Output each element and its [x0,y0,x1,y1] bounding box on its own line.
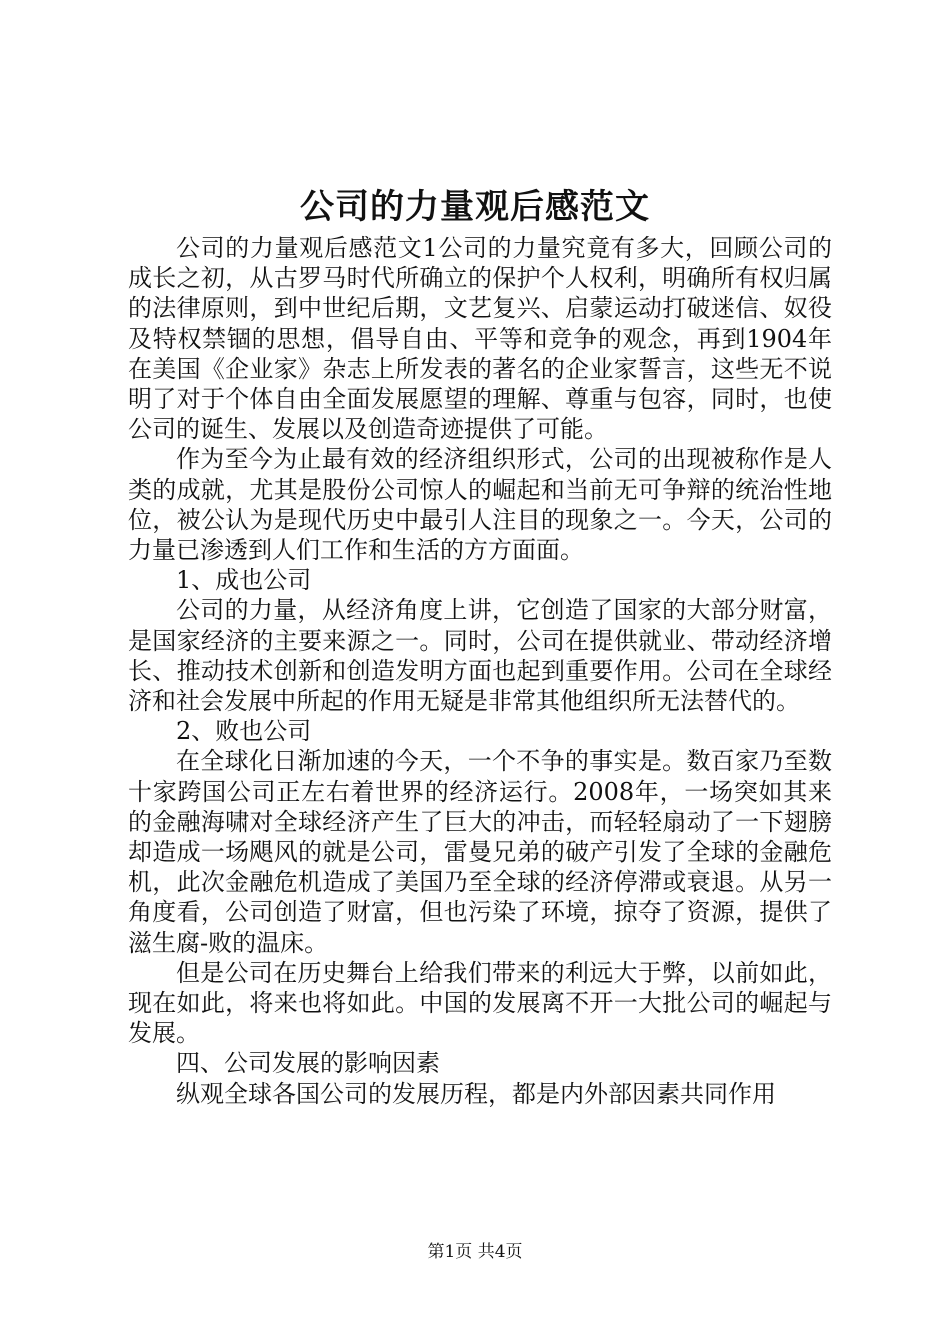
section-heading-success: 1、成也公司 [176,566,312,595]
paragraph-economic-form: 作为至今为止最有效的经济组织形式，公司的出现被称作是人类的成就，尤其是股份公司惊人的崛起和当前无可争辩的统治性地位，被公认为是现代历史中最引人注目的现象之一。今天，公司的力量已渗透到人们工作和生活的方方面面。 [128,445,832,565]
paragraph-success: 公司的力量，从经济角度上讲，它创造了国家的大部分财富，是国家经济的主要来源之一。同时，公司在提供就业、带动经济增长、推动技术创新和创造发明方面也起到重要作用。公司在全球经济和社会发展中所起的作用无疑是非常其他组织所无法替代的。 [128,596,832,716]
document-title: 公司的力量观后感范文 [300,187,650,227]
section-heading-failure: 2、败也公司 [176,717,312,746]
paragraph-factors: 纵观全球各国公司的发展历程，都是内外部因素共同作用 [176,1079,776,1108]
paragraph-intro: 公司的力量观后感范文1公司的力量究竟有多大，回顾公司的成长之初，从古罗马时代所确立的保护个人权利，明确所有权归属的法律原则，到中世纪后期，文艺复兴、启蒙运动打破迷信、奴役及特权禁锢的思想，倡导自由、平等和竞争的观念，再到1904年在美国《企业家》杂志上所发表的著名的企业家誓言，这些无不说明了对于个体自由全面发展愿望的理解、尊重与包容，同时，也使公司的诞生、发展以及创造奇迹提供了可能。 [128,234,832,444]
paragraph-failure: 在全球化日渐加速的今天，一个不争的事实是。数百家乃至数十家跨国公司正左右着世界的经济运行。2008年，一场突如其来的金融海啸对全球经济产生了巨大的冲击，而轻轻扇动了一下翅膀却造成一场飓风的就是公司，雷曼兄弟的破产引发了全球的金融危机，此次金融危机造成了美国乃至全球的经济停滞或衰退。从另一角度看，公司创造了财富，但也污染了环境，掠夺了资源，提供了滋生腐-败的温床。 [128,747,832,957]
paragraph-conclusion: 但是公司在历史舞台上给我们带来的利远大于弊，以前如此，现在如此，将来也将如此。中国的发展离不开一大批公司的崛起与发展。 [128,958,832,1048]
document-body [128,233,832,1109]
section-heading-factors: 四、公司发展的影响因素 [176,1049,440,1078]
page-number-footer: 第1页 共4页 [427,1242,523,1262]
